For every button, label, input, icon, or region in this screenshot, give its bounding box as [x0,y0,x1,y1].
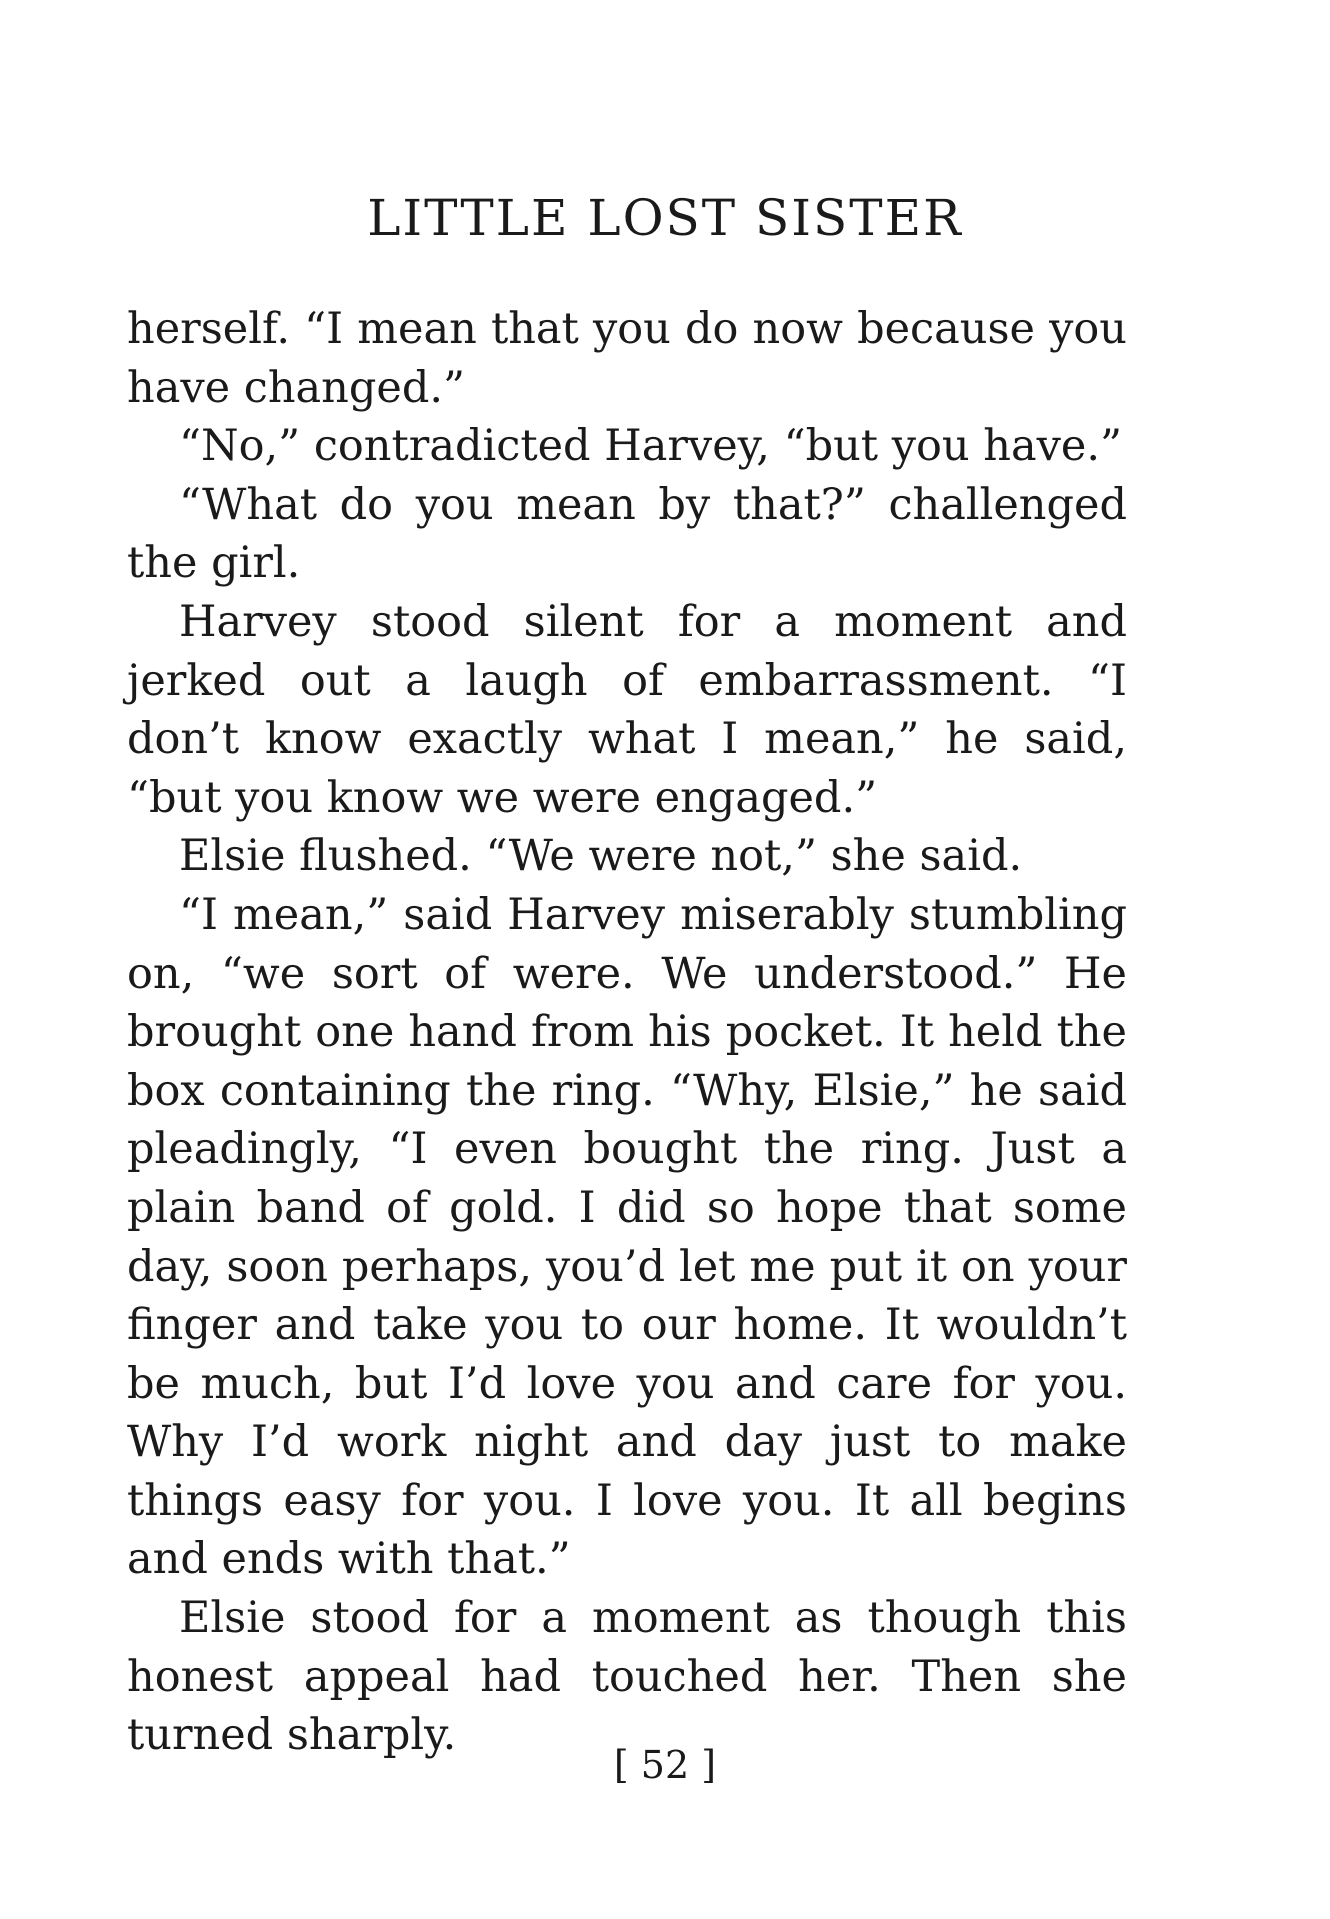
paragraph: Elsie stood for a moment as though this honest appeal had touched her. Then she turned sharply. [127,1593,1127,1761]
body-text [127,300,1127,1765]
paragraph: “I mean,” said Harvey miserably stumbling on, “we sort of were. We understood.” He brought one hand from his pocket. It held the box containing the ring. “Why, Elsie,” he said pleadingly, “I even bought the ring. Just a plain band of gold. I did so hope that some day, soon perhaps, you’d let me put it on your finger and take you to our home. It wouldn’t be much, but I’d love you and care for you. Why I’d work night and day just to make things easy for you. I love you. It all begins and ends with that.” [127,889,1127,1585]
paragraph: “What do you mean by that?” challenged the girl. [127,479,1127,589]
page-number: [ 52 ] [613,1743,717,1787]
paragraph: Elsie flushed. “We were not,” she said. [179,831,1023,882]
paragraph: “No,” contradicted Harvey, “but you have.” [179,421,1122,472]
paragraph: herself. “I mean that you do now because you have changed.” [127,304,1127,413]
running-title: LITTLE LOST SISTER [367,189,963,247]
paragraph: Harvey stood silent for a moment and jerked out a laugh of embarrassment. “I don’t know exactly what I mean,” he said, “but you know we were engaged.” [127,596,1127,823]
